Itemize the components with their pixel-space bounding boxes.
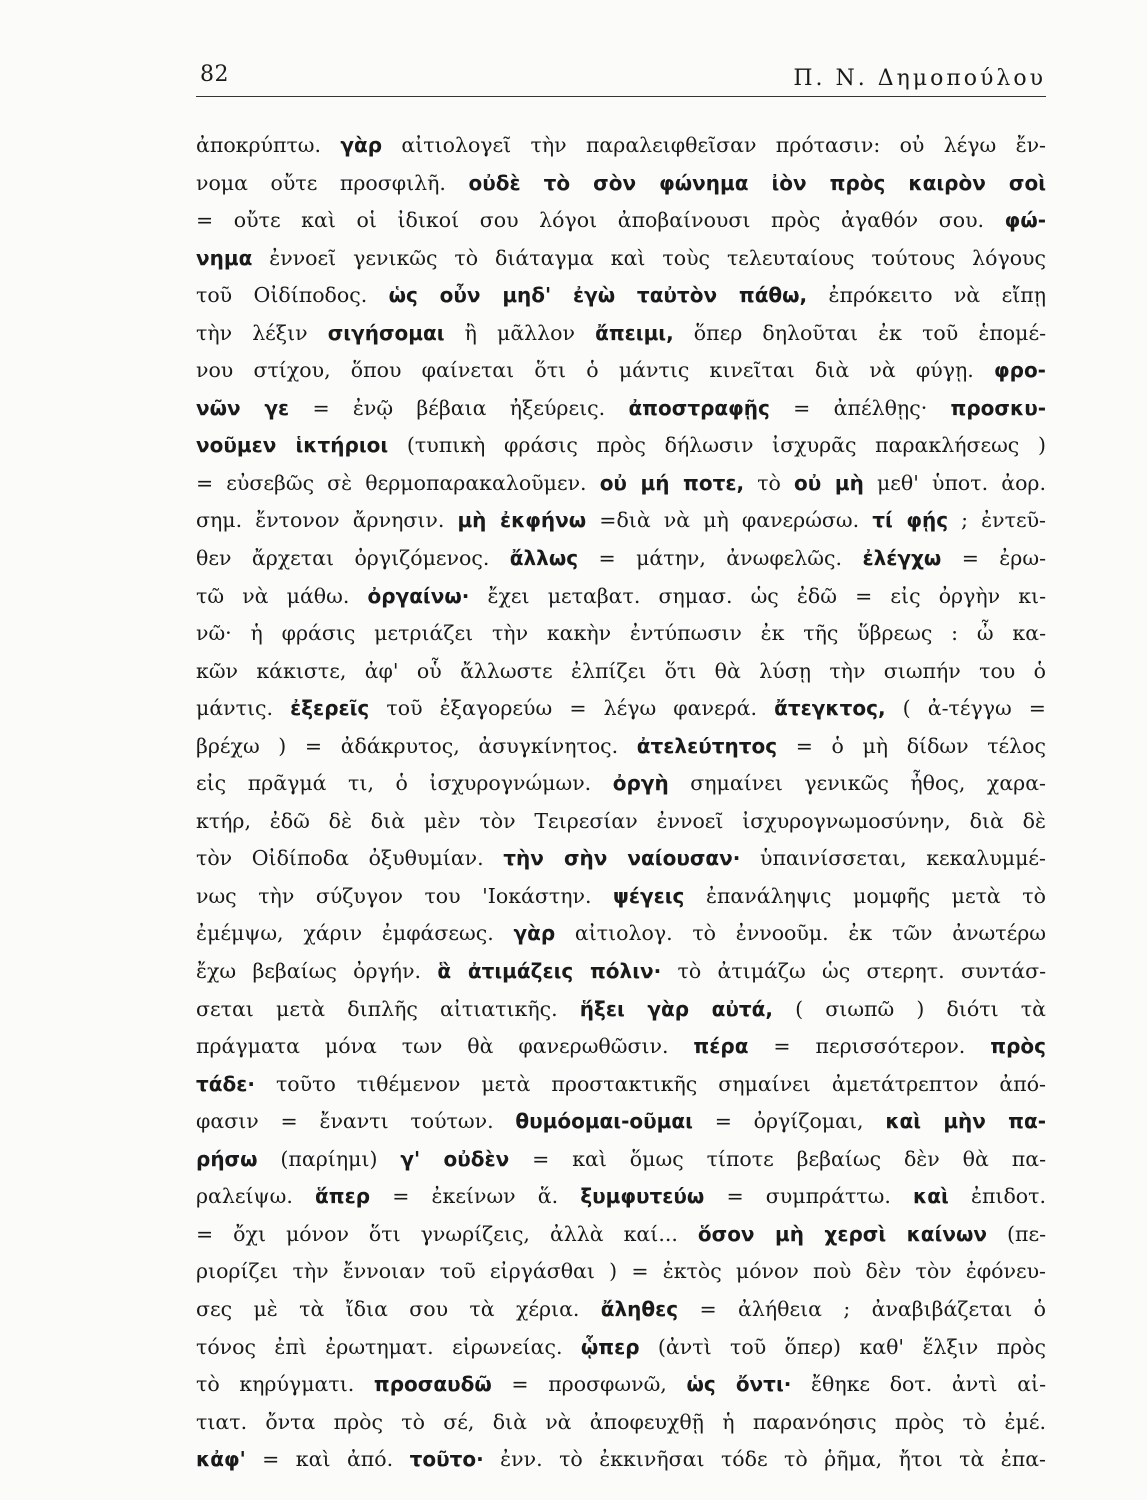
lemma-term: τί φῄς: [872, 508, 949, 533]
lemma-term: ψέγεις: [613, 883, 685, 908]
page-number: 82: [200, 62, 229, 87]
gloss-text: ὅπερ δηλοῦται ἐκ τοῦ ἑπομέ-: [673, 320, 1046, 345]
gloss-text: τῶ νὰ μάθω.: [196, 583, 368, 608]
gloss-text: σες μὲ τὰ ἴδια σου τὰ χέρια.: [196, 1296, 601, 1321]
text-line-content: [196, 465, 1046, 503]
text-line: [196, 1291, 1046, 1329]
gloss-text: πράγματα μόνα των θὰ φανερωθῶσιν.: [196, 1034, 694, 1059]
text-line: [196, 502, 1046, 540]
lemma-term: ᾧπερ: [580, 1334, 640, 1359]
gloss-text: = ὁ μὴ δίδων τέλος: [777, 733, 1046, 758]
gloss-text: βρέχω ) = ἀδάκρυτος, ἀσυγκίνητος.: [196, 733, 637, 758]
text-line-content: [196, 953, 1046, 991]
gloss-text: = ὀργίζομαι,: [692, 1109, 886, 1134]
gloss-text: = περισσότερον.: [748, 1034, 991, 1059]
gloss-text: μεθ' ὑποτ. ἀορ.: [863, 470, 1046, 495]
gloss-text: τοῦ Οἰδίποδος.: [196, 283, 389, 308]
lemma-term: προσαυδῶ: [373, 1372, 492, 1397]
commentary-text: [196, 127, 1046, 1479]
text-line-content: [196, 1178, 1046, 1216]
gloss-text: = ἐνῷ βέβαια ἠξεύρεις.: [289, 395, 629, 420]
text-line: [196, 728, 1046, 766]
gloss-text: τὸ ἀτιμάζω ὡς στερητ. συντάσ-: [661, 959, 1046, 984]
text-line: [196, 915, 1046, 953]
gloss-text: τὴν λέξιν: [196, 320, 328, 345]
gloss-text: εἰς πρᾶγμά τι, ὁ ἰσχυρογνώμων.: [196, 771, 613, 796]
gloss-text: νως τὴν σύζυγον του 'Ιοκάστην.: [196, 883, 613, 908]
lemma-term: ἀποστραφῇς: [628, 395, 770, 420]
text-line-content: [196, 165, 1046, 203]
gloss-text: ἀποκρύπτω.: [196, 133, 341, 157]
gloss-text: τόνος ἐπὶ ἐρωτηματ. εἰρωνείας.: [196, 1334, 581, 1359]
text-line-content: [196, 315, 1046, 353]
text-line-content: [196, 1141, 1046, 1179]
gloss-text: αἰτιολογεῖ τὴν παραλειφθεῖσαν πρότασιν: οὐ λέγω ἔν-: [382, 133, 1046, 157]
gloss-text: ἔχει μεταβατ. σημασ. ὡς ἐδῶ = εἰς ὀργὴν κι-: [469, 583, 1046, 608]
lemma-term: ξυμφυτεύω: [580, 1184, 705, 1209]
gloss-text: ραλείψω.: [196, 1184, 316, 1209]
lemma-term: οὐ μὴ: [794, 470, 864, 495]
text-line: [196, 615, 1046, 653]
text-line-content: [196, 991, 1046, 1029]
text-line: [196, 315, 1046, 353]
gloss-text: νομα οὔτε προσφιλῆ.: [196, 170, 469, 195]
text-line-content: [196, 502, 1046, 540]
gloss-text: ἐπρόκειτο νὰ εἴπῃ: [807, 283, 1046, 308]
text-line-content: [196, 765, 1046, 803]
gloss-text: = ἀλήθεια ; ἀναβιβάζεται ὁ: [678, 1296, 1046, 1321]
text-line-content: [196, 540, 1046, 578]
gloss-text: = καὶ ἀπό.: [245, 1447, 410, 1472]
text-line: [196, 1441, 1046, 1479]
gloss-text: ἔθηκε δοτ. ἀντὶ αἰ-: [791, 1372, 1046, 1397]
gloss-text: = ἀπέλθῃς·: [769, 395, 951, 420]
lemma-term: νῶν γε: [196, 395, 290, 420]
gloss-text: =διὰ νὰ μὴ φανερώσω.: [586, 508, 873, 533]
gloss-text: φασιν = ἔναντι τούτων.: [196, 1109, 516, 1134]
text-line-content: [196, 1329, 1046, 1367]
text-line-content: [196, 578, 1046, 616]
text-line: [196, 690, 1046, 728]
gloss-text: ἢ μᾶλλον: [444, 320, 596, 345]
text-line: [196, 991, 1046, 1029]
gloss-text: (ἀντὶ τοῦ ὅπερ) καθ' ἕλξιν πρὸς: [639, 1334, 1046, 1359]
lemma-term: τοῦτο·: [409, 1447, 484, 1472]
lemma-term: ἄτεγκτος,: [774, 696, 886, 721]
lemma-term: θυμόομαι-οῦμαι: [515, 1109, 693, 1134]
text-line-content: [196, 1216, 1046, 1254]
gloss-text: τὸ: [744, 470, 795, 495]
lemma-term: ἄληθες: [600, 1296, 679, 1321]
gloss-text: τιατ. ὄντα πρὸς τὸ σέ, διὰ νὰ ἀποφευχθῇ ἡ παρανόησις πρὸς τὸ ἐμέ.: [196, 1409, 1046, 1434]
gloss-text: ( σιωπῶ ) διότι τὰ: [773, 996, 1046, 1021]
text-line-content: [196, 1404, 1046, 1442]
text-line-content: [196, 202, 1046, 240]
lemma-term: γὰρ: [340, 133, 383, 157]
gloss-text: ( ἀ-τέγγω =: [885, 696, 1046, 721]
text-line: [196, 1404, 1046, 1442]
text-line: [196, 578, 1046, 616]
gloss-text: ; ἐντεῦ-: [948, 508, 1046, 533]
text-line-content: [196, 127, 1046, 165]
gloss-text: ἐννοεῖ γενικῶς τὸ διάταγμα καὶ τοὺς τελευταίους τούτους λόγους: [252, 245, 1046, 270]
text-line: [196, 1329, 1046, 1367]
lemma-term: ἀτελεύτητος: [636, 733, 778, 758]
page-header: [196, 58, 1046, 94]
gloss-text: (τυπικὴ φράσις πρὸς δήλωσιν ἰσχυρᾶς παρακλήσεως ): [388, 433, 1046, 458]
text-line-content: [196, 1291, 1046, 1329]
text-line-content: [196, 1066, 1046, 1104]
text-line-content: [196, 915, 1046, 953]
gloss-text: σημ. ἔντονον ἄρνησιν.: [196, 508, 458, 533]
lemma-term: ἄλλως: [509, 546, 579, 571]
gloss-text: τὸ κηρύγματι.: [196, 1372, 374, 1397]
text-line: [196, 953, 1046, 991]
lemma-term: τὴν σὴν ναίουσαν·: [503, 846, 741, 871]
text-line: [196, 465, 1046, 503]
text-line: [196, 653, 1046, 691]
lemma-term: γ' οὐδὲν: [400, 1146, 510, 1171]
gloss-text: θεν ἄρχεται ὀργιζόμενος.: [196, 546, 510, 571]
text-line-content: [196, 728, 1046, 766]
lemma-term: ἥξει γὰρ αὐτά,: [579, 996, 773, 1021]
lemma-term: ρήσω: [196, 1146, 258, 1171]
text-line-content: [196, 1028, 1046, 1066]
lemma-term: ἐλέγχω: [862, 546, 942, 571]
gloss-text: σεται μετὰ διπλῆς αἰτιατικῆς.: [196, 996, 580, 1021]
text-line: [196, 1178, 1046, 1216]
text-line: [196, 840, 1046, 878]
gloss-text: = καὶ ὅμως τίποτε βεβαίως δὲν θὰ πα-: [509, 1146, 1046, 1171]
text-line-content: [196, 352, 1046, 390]
gloss-text: = εὐσεβῶς σὲ θερμοπαρακαλοῦμεν.: [196, 470, 600, 495]
gloss-text: μάντις.: [196, 696, 291, 721]
text-line: [196, 427, 1046, 465]
lemma-term: καὶ μὴν πα-: [885, 1109, 1046, 1134]
text-line-content: [196, 390, 1046, 428]
lemma-term: οὐ μή ποτε,: [599, 470, 745, 495]
lemma-term: ὀργαίνω·: [367, 583, 470, 608]
lemma-term: πρὸς: [990, 1034, 1046, 1059]
running-head: Π. Ν. Δημοπούλου: [793, 66, 1046, 91]
lemma-term: οὐδὲ τὸ σὸν φώνημα ἰὸν πρὸς καιρὸν σοὶ: [468, 170, 1046, 195]
text-line: [196, 1028, 1046, 1066]
gloss-text: = συμπράττω.: [704, 1184, 914, 1209]
lemma-term: καὶ: [913, 1184, 949, 1209]
gloss-text: νου στίχου, ὅπου φαίνεται ὅτι ὁ μάντις κινεῖται διὰ νὰ φύγῃ.: [196, 358, 994, 383]
gloss-text: ἐπανάληψις μομφῆς μετὰ τὸ: [684, 883, 1046, 908]
gloss-text: ἐμέμψω, χάριν ἐμφάσεως.: [196, 921, 514, 946]
text-line: [196, 1366, 1046, 1404]
text-line-content: [196, 690, 1046, 728]
lemma-term: ὡς οὖν μηδ' ἐγὼ ταὐτὸν πάθω,: [388, 283, 808, 308]
gloss-text: κῶν κάκιστε, ἀφ' οὗ ἄλλωστε ἐλπίζει ὅτι θὰ λύσῃ τὴν σιωπήν του ὁ: [196, 658, 1046, 683]
gloss-text: κτήρ, ἐδῶ δὲ διὰ μὲν τὸν Τειρεσίαν ἐννοεῖ ἰσχυρογνωμοσύνην, διὰ δὲ: [196, 808, 1046, 833]
lemma-term: νοῦμεν ἱκτήριοι: [196, 433, 389, 458]
gloss-text: = μάτην, ἀνωφελῶς.: [578, 546, 863, 571]
text-line: [196, 540, 1046, 578]
text-line-content: [196, 615, 1046, 653]
text-line-content: [196, 1253, 1046, 1291]
gloss-text: σημαίνει γενικῶς ἦθος, χαρα-: [668, 771, 1046, 796]
text-line: [196, 1216, 1046, 1254]
lemma-term: φρο-: [993, 358, 1046, 383]
text-line-content: [196, 840, 1046, 878]
text-line: [196, 765, 1046, 803]
gloss-text: = ἐκείνων ἅ.: [370, 1184, 581, 1209]
lemma-term: μὴ ἐκφήνω: [457, 508, 587, 533]
lemma-term: σιγήσομαι: [327, 320, 445, 345]
text-line-content: [196, 1366, 1046, 1404]
lemma-term: ὀργὴ: [612, 771, 669, 796]
lemma-term: φώ-: [1004, 208, 1046, 233]
text-line-content: [196, 803, 1046, 841]
text-line-content: [196, 277, 1046, 315]
text-line: [196, 127, 1046, 165]
gloss-text: ριορίζει τὴν ἔννοιαν τοῦ εἰργάσθαι ) = ἐκτὸς μόνον ποὺ δὲν τὸν ἐφόνευ-: [196, 1259, 1046, 1284]
gloss-text: ἐπιδοτ.: [948, 1184, 1046, 1209]
lemma-term: νημα: [196, 245, 253, 270]
lemma-term: κἀφ': [196, 1447, 246, 1472]
gloss-text: τοῦτο τιθέμενον μετὰ προστακτικῆς σημαίνει ἀμετάτρεπτον ἀπό-: [254, 1071, 1046, 1096]
lemma-term: προσκυ-: [950, 395, 1046, 420]
lemma-term: ἅπερ: [315, 1184, 371, 1209]
gloss-text: = ὄχι μόνον ὅτι γνωρίζεις, ἀλλὰ καί...: [196, 1221, 698, 1246]
lemma-term: ἄπειμι,: [595, 320, 674, 345]
text-line-content: [196, 878, 1046, 916]
text-line: [196, 277, 1046, 315]
gloss-text: = οὔτε καὶ οἱ ἰδικοί σου λόγοι ἀποβαίνουσι πρὸς ἀγαθόν σου.: [196, 208, 1005, 233]
gloss-text: τοῦ ἐξαγορεύω = λέγω φανερά.: [369, 696, 775, 721]
text-line: [196, 1103, 1046, 1141]
gloss-text: νῶ· ἡ φράσις μετριάζει τὴν κακὴν ἐντύπωσιν ἐκ τῆς ὕβρεως : ὦ κα-: [196, 621, 1046, 646]
text-line: [196, 240, 1046, 278]
gloss-text: (πε-: [986, 1221, 1046, 1246]
text-line: [196, 202, 1046, 240]
lemma-term: πέρα: [693, 1034, 749, 1059]
gloss-text: ἐνν. τὸ ἐκκινῆσαι τόδε τὸ ῥῆμα, ἤτοι τὰ ἐπα-: [483, 1447, 1046, 1472]
text-line-content: [196, 653, 1046, 691]
text-line-content: [196, 427, 1046, 465]
gloss-text: ἔχω βεβαίως ὀργήν.: [196, 959, 438, 984]
text-line: [196, 352, 1046, 390]
gloss-text: (παρίημι): [257, 1146, 401, 1171]
gloss-text: ὑπαινίσσεται, κεκαλυμμέ-: [740, 846, 1046, 871]
text-line: [196, 803, 1046, 841]
text-line: [196, 1253, 1046, 1291]
text-line: [196, 1066, 1046, 1104]
text-line: [196, 390, 1046, 428]
text-line-content: [196, 1103, 1046, 1141]
gloss-text: = ἐρω-: [941, 546, 1046, 571]
lemma-term: γὰρ: [513, 921, 556, 946]
text-line: [196, 165, 1046, 203]
header-rule: [196, 96, 1046, 97]
lemma-term: ὡς ὄντι·: [686, 1372, 792, 1397]
lemma-term: τάδε·: [196, 1071, 255, 1096]
lemma-term: ἃ ἀτιμάζεις πόλιν·: [437, 959, 662, 984]
gloss-text: τὸν Οἰδίποδα ὀξυθυμίαν.: [196, 846, 504, 871]
text-line: [196, 1141, 1046, 1179]
text-line-content: [196, 1441, 1046, 1479]
lemma-term: ἐξερεῖς: [290, 696, 370, 721]
gloss-text: αἰτιολογ. τὸ ἐννοοῦμ. ἐκ τῶν ἀνωτέρω: [555, 921, 1046, 946]
text-line-content: [196, 240, 1046, 278]
text-line: [196, 878, 1046, 916]
gloss-text: = προσφωνῶ,: [491, 1372, 687, 1397]
lemma-term: ὅσον μὴ χερσὶ καίνων: [697, 1221, 987, 1246]
